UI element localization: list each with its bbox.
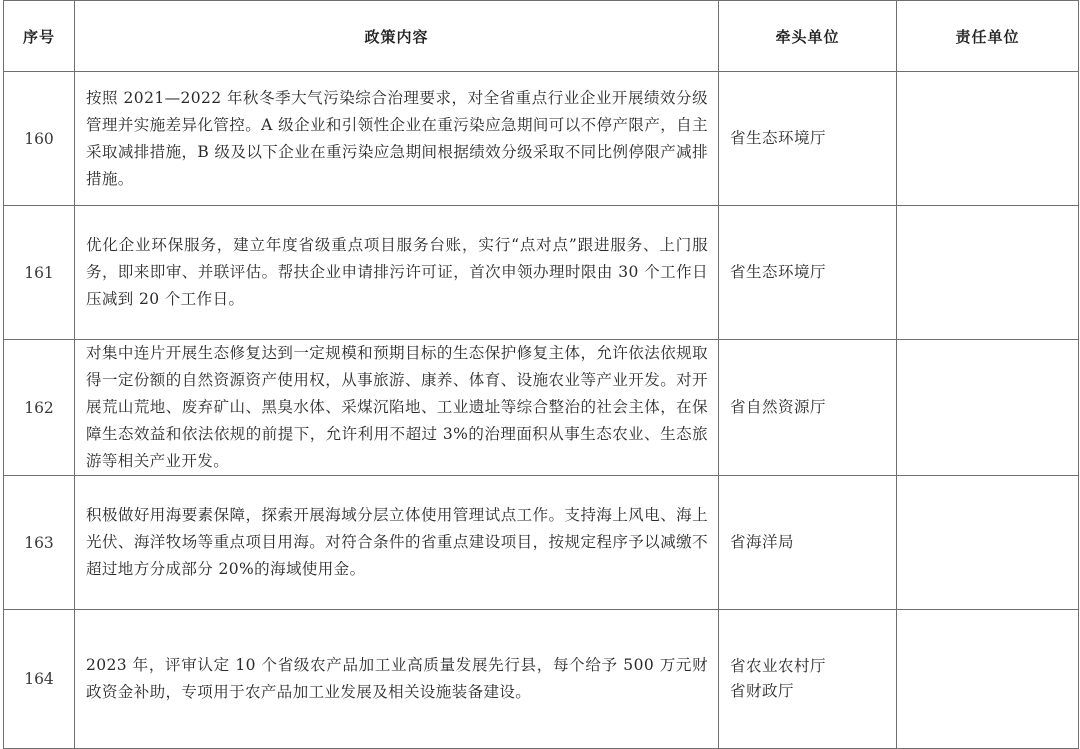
table-row (4, 476, 1079, 610)
row-number: 164 (4, 610, 75, 749)
lead-unit (719, 72, 897, 206)
policy-content: 按照 2021—2022 年秋冬季大气污染综合治理要求，对全省重点行业企业开展绩效分级管理并实施差异化管控。A 级企业和引领性企业在重污染应急期间可以不停产限产，自主采取减排措施，B 级及以下企业在重污染应急期间根据绩效分级采取不同比例停限产减排措施。 (75, 72, 719, 206)
responsible-unit (897, 476, 1079, 610)
table-row (4, 206, 1079, 340)
table-header-row (4, 1, 1079, 72)
lead-unit (719, 476, 897, 610)
row-number: 162 (4, 340, 75, 476)
responsible-unit (897, 340, 1079, 476)
responsible-unit (897, 72, 1079, 206)
policy-table (3, 0, 1079, 749)
lead-unit (719, 206, 897, 340)
table-row (4, 340, 1079, 476)
responsible-unit (897, 206, 1079, 340)
policy-content: 对集中连片开展生态修复达到一定规模和预期目标的生态保护修复主体，允许依法依规取得一定份额的自然资源资产使用权，从事旅游、康养、体育、设施农业等产业开发。对开展荒山荒地、废弃矿山、黑臭水体、采煤沉陷地、工业遗址等综合整治的社会主体，在保障生态效益和依法依规的前提下，允许利用不超过 3%的治理面积从事生态农业、生态旅游等相关产业开发。 (75, 340, 719, 476)
lead-unit-name: 省生态环境厅 (730, 129, 827, 147)
lead-unit-name: 省生态环境厅 (730, 263, 827, 281)
header-number: 序号 (4, 1, 75, 72)
header-content: 政策内容 (75, 1, 719, 72)
row-number: 161 (4, 206, 75, 340)
policy-content: 优化企业环保服务，建立年度省级重点项目服务台账，实行“点对点”跟进服务、上门服务，即来即审、并联评估。帮扶企业申请排污许可证，首次申领办理时限由 30 个工作日压减到 20 个工作日。 (75, 206, 719, 340)
lead-unit (719, 340, 897, 476)
policy-content: 2023 年，评审认定 10 个省级农产品加工业高质量发展先行县，每个给予 500 万元财政资金补助，专项用于农产品加工业发展及相关设施装备建设。 (75, 610, 719, 749)
lead-unit-name: 省财政厅 (730, 682, 795, 700)
header-lead-unit: 牵头单位 (719, 1, 897, 72)
row-number: 163 (4, 476, 75, 610)
policy-content: 积极做好用海要素保障，探索开展海域分层立体使用管理试点工作。支持海上风电、海上光伏、海洋牧场等重点项目用海。对符合条件的省重点建设项目，按规定程序予以减缴不超过地方分成部分 20%的海域使用金。 (75, 476, 719, 610)
header-responsible-unit: 责任单位 (897, 1, 1079, 72)
table-row (4, 610, 1079, 749)
lead-unit-name: 省海洋局 (730, 533, 795, 551)
responsible-unit (897, 610, 1079, 749)
lead-unit-name: 省农业农村厅 (730, 657, 827, 675)
row-number: 160 (4, 72, 75, 206)
lead-unit (719, 610, 897, 749)
table-row (4, 72, 1079, 206)
lead-unit-name: 省自然资源厅 (730, 398, 827, 416)
